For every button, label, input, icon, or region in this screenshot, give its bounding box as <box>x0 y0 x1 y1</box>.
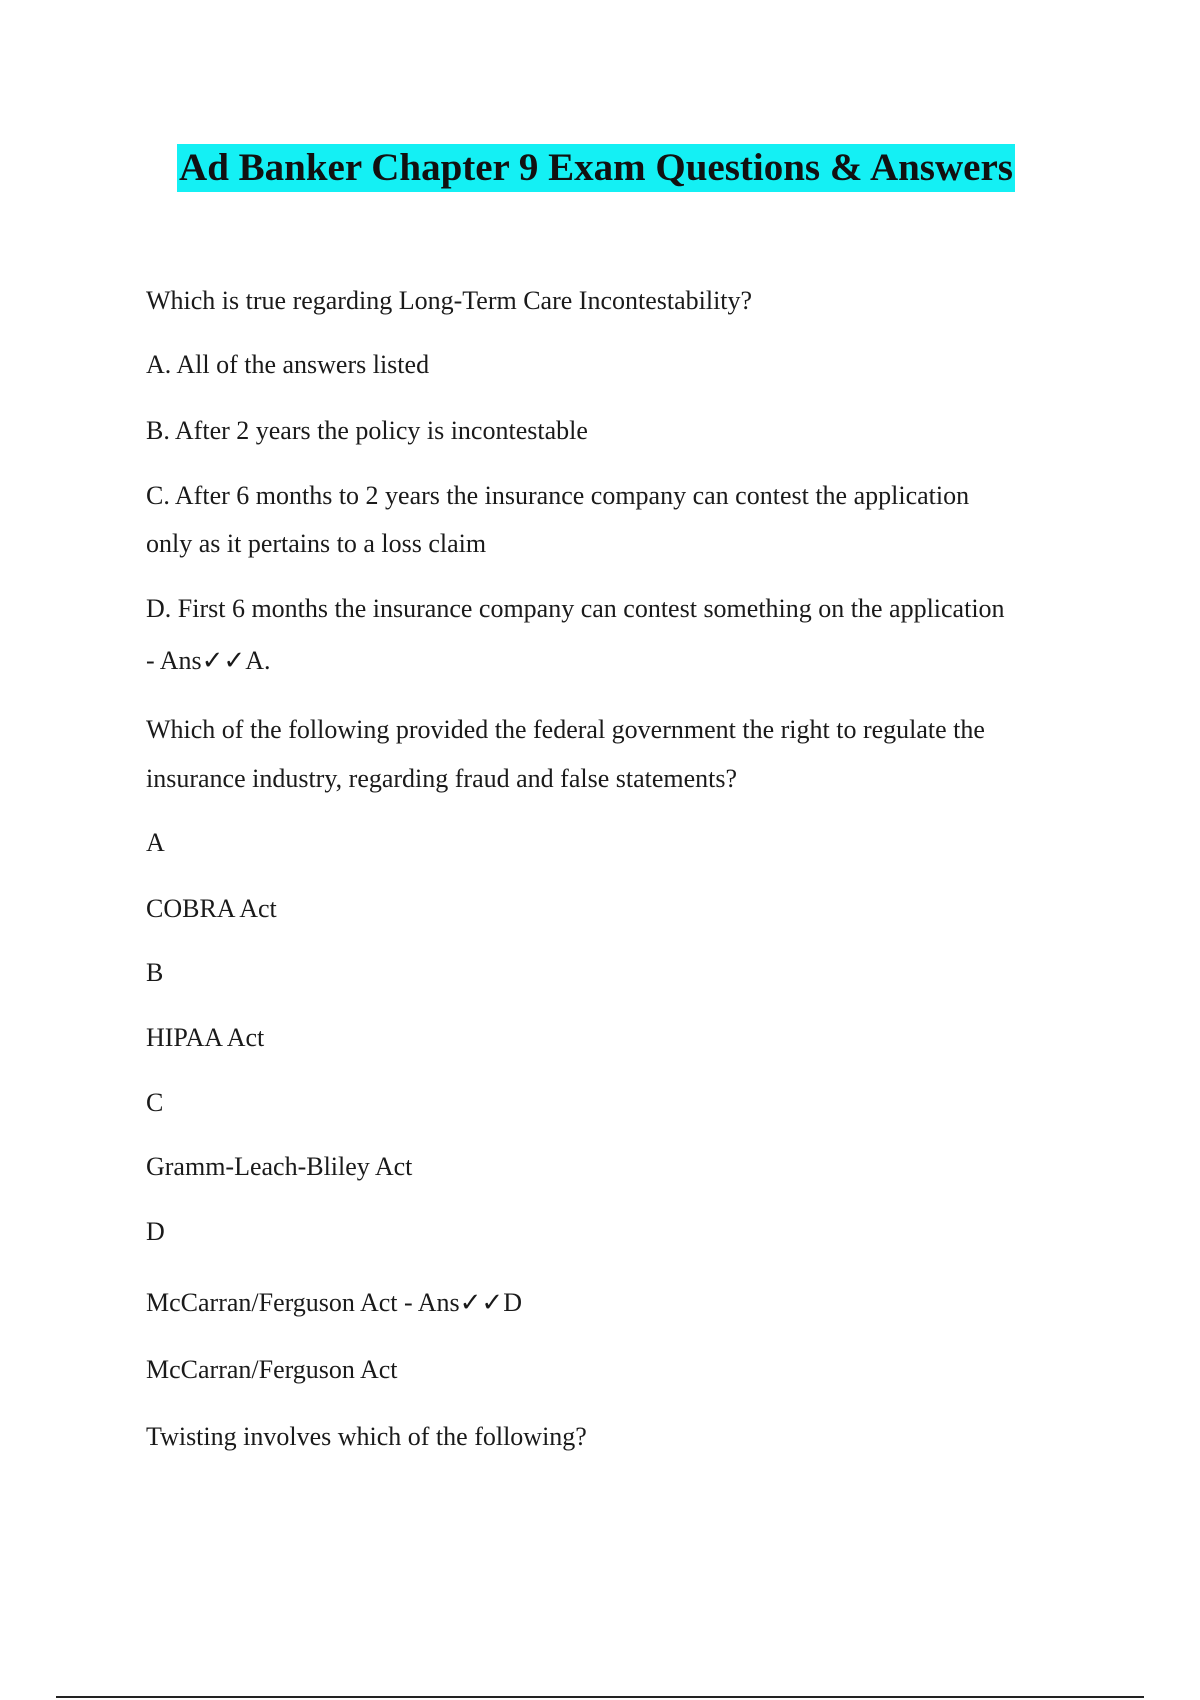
question-2-option-b-letter: B <box>146 958 164 987</box>
question-2-option-c-text: Gramm-Leach-Bliley Act <box>146 1152 413 1181</box>
footer-divider <box>56 1696 1144 1698</box>
title-block <box>0 144 1200 192</box>
question-2-answer-text: McCarran/Ferguson Act <box>146 1355 398 1384</box>
question-2-option-b-text: HIPAA Act <box>146 1023 265 1052</box>
question-1-option-c-continued: only as it pertains to a loss claim <box>146 529 487 558</box>
question-2-option-a-text: COBRA Act <box>146 894 277 923</box>
question-2-option-d-answer: McCarran/Ferguson Act - Ans✓✓D <box>146 1288 522 1317</box>
question-3-text: Twisting involves which of the following? <box>146 1422 587 1451</box>
question-2-option-d-letter: D <box>146 1217 165 1246</box>
question-1-text: Which is true regarding Long-Term Care Incontestability? <box>146 286 753 315</box>
document-title: Ad Banker Chapter 9 Exam Questions & Answers <box>177 144 1015 192</box>
question-1-option-a: A. All of the answers listed <box>146 350 430 379</box>
question-1-option-d: D. First 6 months the insurance company can contest something on the application <box>146 594 1005 623</box>
question-1-option-c: C. After 6 months to 2 years the insurance company can contest the application <box>146 481 970 510</box>
question-2-option-c-letter: C <box>146 1088 164 1117</box>
question-1-answer: - Ans✓✓A. <box>146 646 271 675</box>
question-2-text-continued: insurance industry, regarding fraud and false statements? <box>146 764 738 793</box>
question-1-option-b: B. After 2 years the policy is incontestable <box>146 416 588 445</box>
question-2-option-a-letter: A <box>146 828 165 857</box>
question-2-text: Which of the following provided the federal government the right to regulate the <box>146 715 985 744</box>
